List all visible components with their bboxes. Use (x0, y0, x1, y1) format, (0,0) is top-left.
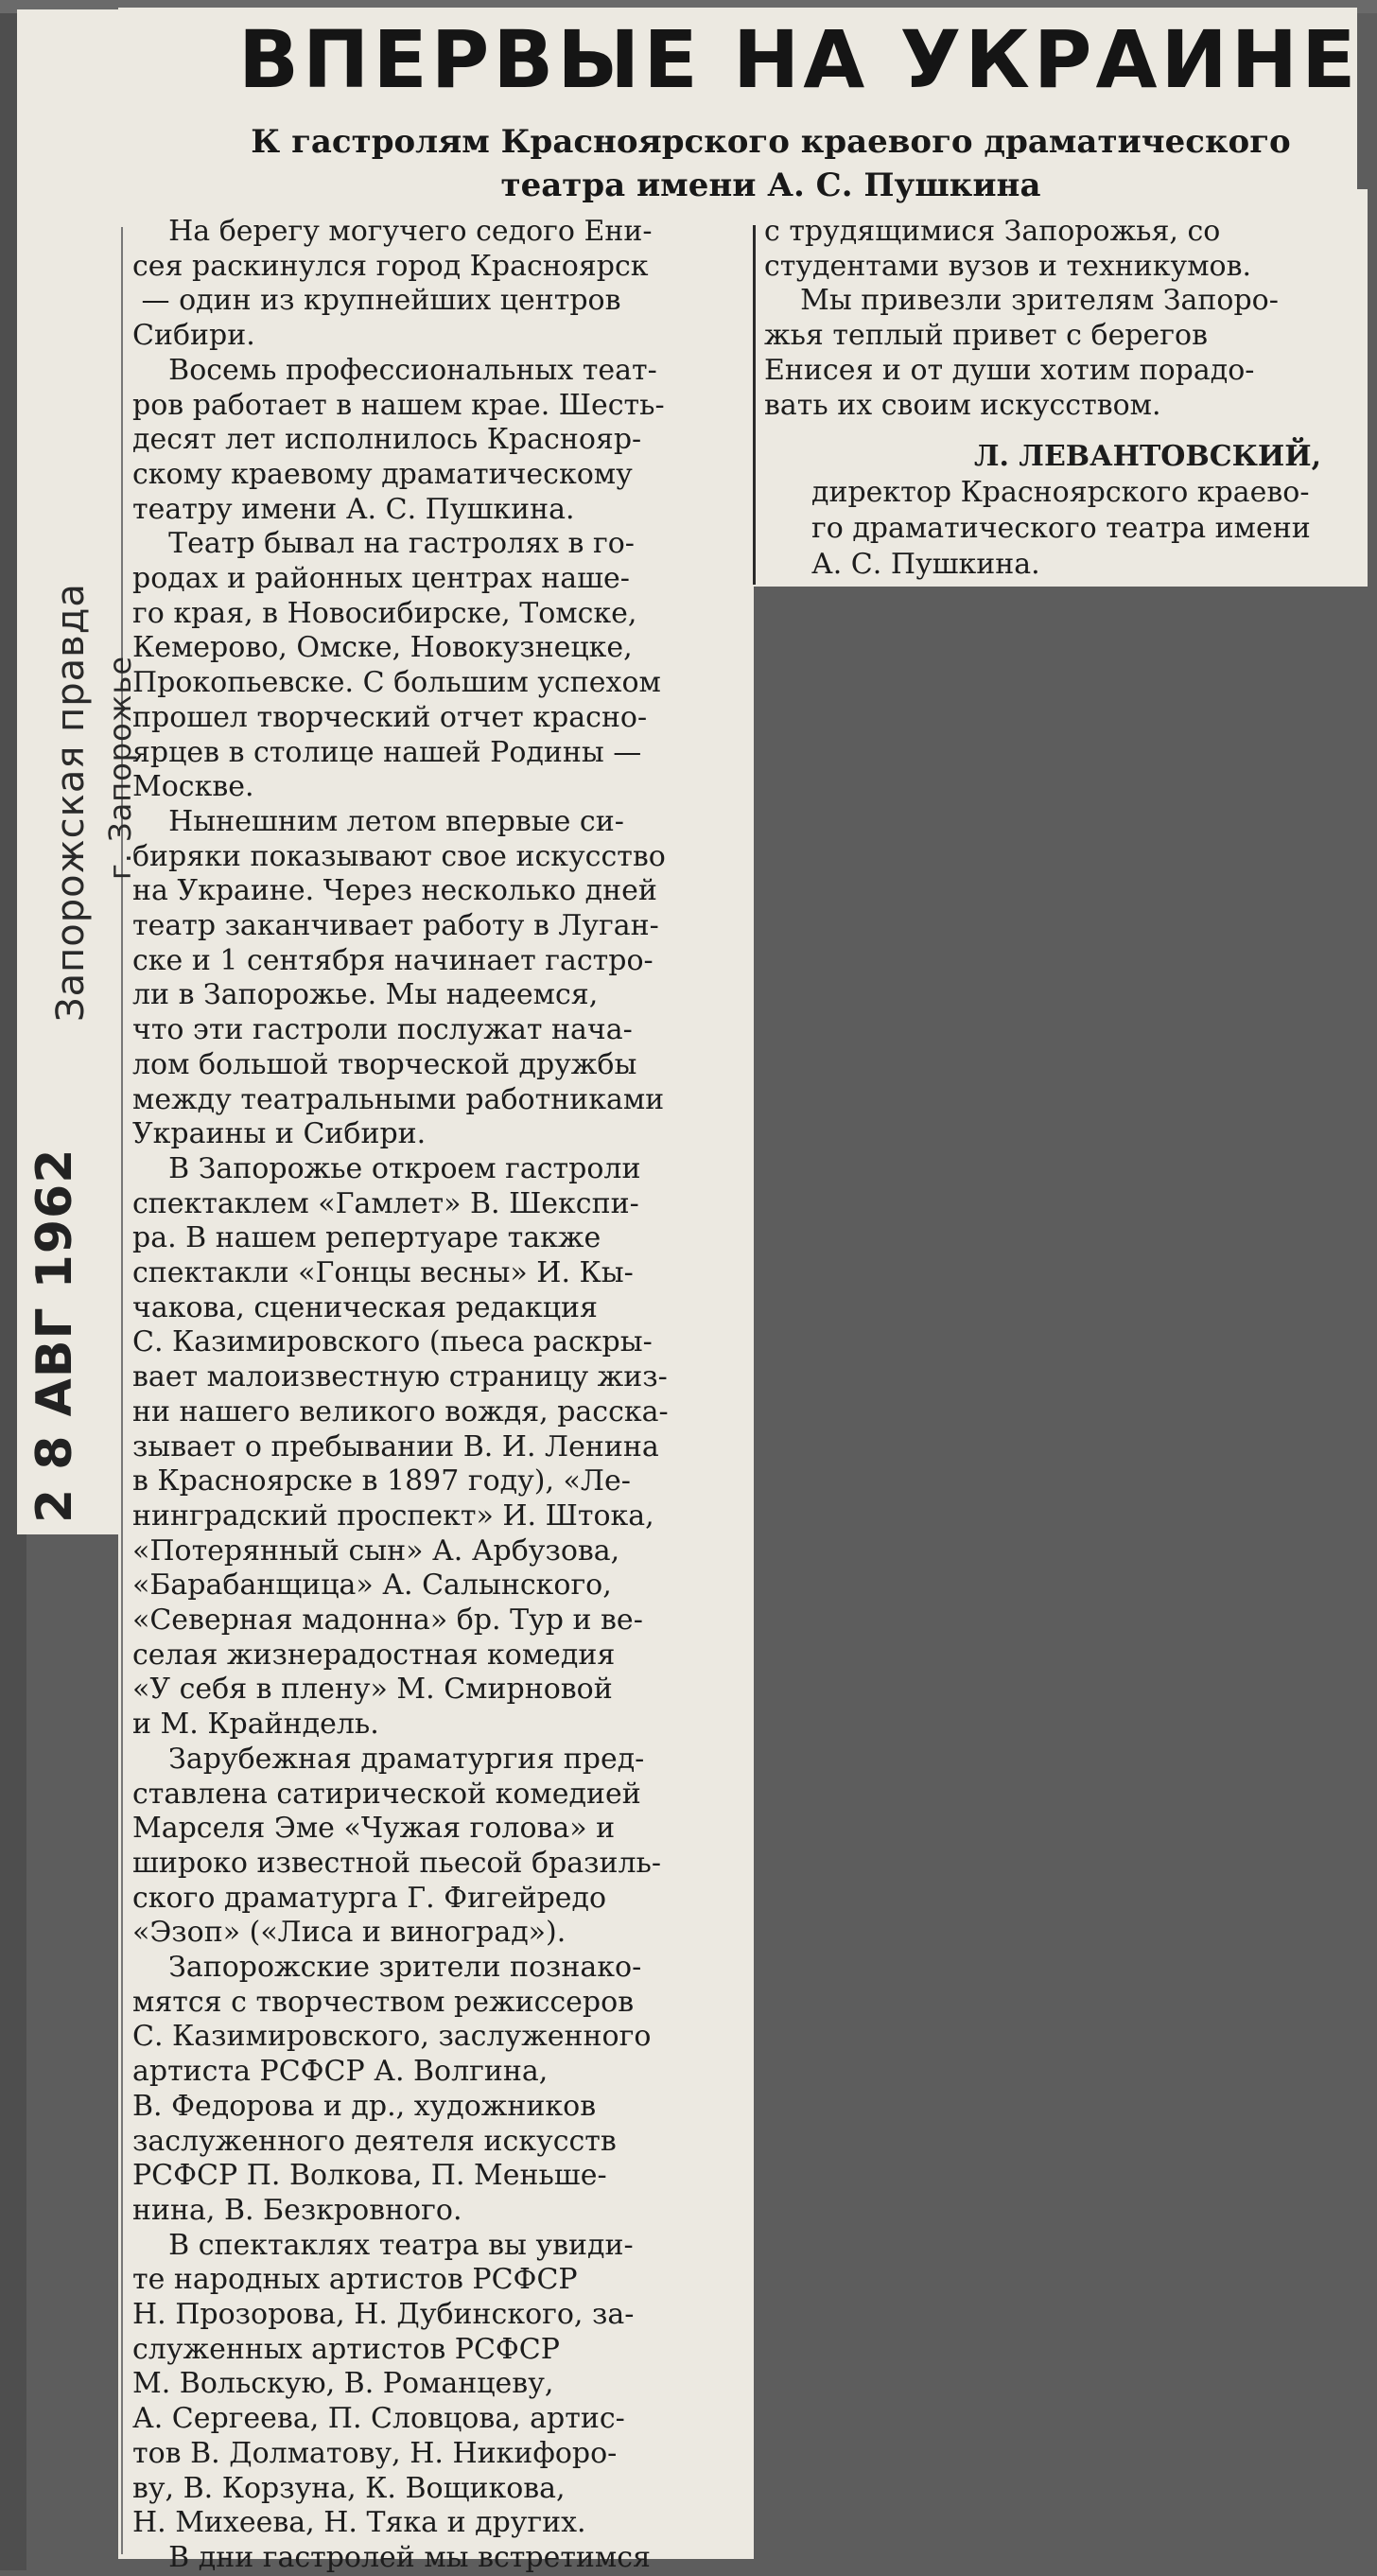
article-text-line: театру имени А. С. Пушкина. (132, 492, 575, 526)
article-text-line: На берегу могучего седого Ени- (132, 215, 653, 248)
article-text-line: В дни гастролей мы встретимся (132, 2540, 651, 2574)
article-text-line: те народных артистов РСФСР (132, 2263, 578, 2297)
article-text-line: Кемерово, Омске, Новокузнецке, (132, 631, 633, 665)
article-text-line: Прокопьевске. С большим успехом (132, 666, 661, 700)
article-text-line: Восемь профессиональных теат- (132, 353, 657, 387)
article-text-line: Зарубежная драматургия пред- (132, 1742, 645, 1776)
article-text-line: Москве. (132, 770, 254, 804)
margin-note-date-stamp: 2 8 АВГ 1962 (26, 1148, 83, 1523)
subheadline-line-1: К гастролям Красноярского краевого драматического (251, 123, 1291, 161)
article-text-line: Украины и Сибири. (132, 1117, 427, 1151)
article-text-line: спектаклем «Гамлет» В. Шекспи- (132, 1186, 639, 1220)
left-column-rule (121, 227, 123, 2554)
article-text-line: вать их своим искусством. (764, 388, 1161, 422)
article-text-line: «Эзоп» («Лиса и виноград»). (132, 1916, 566, 1950)
article-text-line: биряки показывают свое искусство (132, 839, 666, 873)
article-text-line: Енисея и от души хотим порадо- (764, 353, 1255, 387)
article-text-line: селая жизнерадостная комедия (132, 1638, 616, 1672)
article-text-line: С. Казимировского (пьеса раскры- (132, 1325, 653, 1359)
article-text-line: Запорожские зрители познако- (132, 1951, 642, 1984)
article-text-line: ске и 1 сентября начинает гастро- (132, 943, 654, 977)
signature-title-line: А. С. Пушкина. (811, 548, 1040, 581)
article-text-line: прошел творческий отчет красно- (132, 700, 648, 734)
article-text-line: ра. В нашем репертуаре также (132, 1221, 601, 1255)
article-text-line: ни нашего великого вождя, расска- (132, 1394, 669, 1428)
article-text-line: го края, в Новосибирске, Томске, (132, 596, 637, 630)
article-text-line: вает малоизвестную страницу жиз- (132, 1360, 668, 1394)
article-text-line: М. Вольскую, В. Романцеву, (132, 2367, 554, 2401)
column-divider (753, 225, 756, 585)
article-text-line: В. Федорова и др., художников (132, 2089, 597, 2123)
article-text-line: мятся с творчеством режиссеров (132, 1985, 635, 2019)
article-text-line: на Украине. Через несколько дней (132, 874, 657, 908)
article-text-line: скому краевому драматическому (132, 457, 633, 491)
article-text-line: зывает о пребывании В. И. Ленина (132, 1429, 659, 1463)
subheadline-line-2: театра имени А. С. Пушкина (500, 166, 1041, 204)
article-text-line: «Северная мадонна» бр. Тур и ве- (132, 1603, 643, 1637)
article-text-line: лом большой творческой дружбы (132, 1047, 637, 1081)
article-text-line: ского драматурга Г. Фигейредо (132, 1881, 607, 1915)
article-text-line: Марселя Эме «Чужая голова» и (132, 1812, 616, 1846)
article-text-line: ставлена сатирической комедией (132, 1777, 641, 1811)
article-text-line: РСФСР П. Волкова, П. Меньше- (132, 2159, 607, 2193)
article-text-line: служенных артистов РСФСР (132, 2332, 560, 2366)
article-text-line: спектакли «Гонцы весны» И. Кы- (132, 1256, 634, 1289)
article-text-line: жья теплый привет с берегов (764, 319, 1208, 353)
article-text-line: Нынешним летом впервые си- (132, 804, 624, 838)
article-text-line: артиста РСФСР А. Волгина, (132, 2055, 549, 2089)
article-text-line: «Потерянный сын» А. Арбузова, (132, 1533, 620, 1568)
article-text-line: ли в Запорожье. Мы надеемся, (132, 978, 599, 1012)
article-text-line: что эти гастроли послужат нача- (132, 1013, 633, 1047)
article-text-line: Н. Прозорова, Н. Дубинского, за- (132, 2298, 635, 2331)
article-text-line: в Красноярске в 1897 году), «Ле- (132, 1464, 631, 1498)
article-text-line: родах и районных центрах наше- (132, 562, 630, 595)
article-text-line: студентами вузов и техникумов. (764, 249, 1252, 283)
article-text-line: Н. Михеева, Н. Тяка и других. (132, 2506, 586, 2540)
article-text-line: ров работает в нашем крае. Шесть- (132, 388, 665, 422)
article-text-line: театр заканчивает работу в Луган- (132, 909, 659, 942)
article-text-line: В спектаклях театра вы увиди- (132, 2228, 634, 2262)
article-text-line: «Барабанщица» А. Салынского, (132, 1568, 612, 1603)
article-text-line: тов В. Долматову, Н. Никифоро- (132, 2436, 618, 2470)
article-text-line: между театральными работниками (132, 1082, 665, 1116)
article-text-line: нина, В. Безкровного. (132, 2193, 462, 2227)
signature-title-line: го драматического театра имени (811, 512, 1311, 545)
article-text-line: широко известной пьесой бразиль- (132, 1846, 661, 1880)
margin-note-newspaper: Запорожская правда (49, 583, 93, 1022)
signature-name: Л. ЛЕВАНТОВСКИЙ, (974, 440, 1322, 473)
article-text-line: В Запорожье откроем гастроли (132, 1151, 641, 1185)
article-text-line: — один из крупнейших центров (132, 284, 621, 318)
article-text-line: Сибири. (132, 319, 255, 353)
article-text-line: с трудящимися Запорожья, со (764, 215, 1221, 248)
article-text-line: заслуженного деятеля искусств (132, 2124, 617, 2158)
article-text-line: ярцев в столице нашей Родины — (132, 735, 642, 769)
headline: ВПЕРВЫЕ НА УКРАИНЕ (238, 13, 1360, 106)
article-text-line: Мы привезли зрителям Запоро- (764, 284, 1279, 318)
article-text-line: ву, В. Корзуна, К. Вощикова, (132, 2471, 566, 2505)
article-text-line: «У себя в плену» М. Смирновой (132, 1673, 613, 1707)
margin-note-city: г. Запорожье (102, 655, 138, 880)
article-text-line: чакова, сценическая редакция (132, 1290, 598, 1324)
article-text-line: десят лет исполнилось Краснояр- (132, 423, 642, 457)
signature-title-line: директор Красноярского краево- (811, 476, 1310, 509)
article-text-line: С. Казимировского, заслуженного (132, 2020, 652, 2054)
article-text-line: Театр бывал на гастролях в го- (132, 527, 635, 561)
article-text-line: сея раскинулся город Красноярск (132, 249, 649, 283)
article-text-line: нинградский проспект» И. Штока, (132, 1498, 654, 1533)
article-text-line: и М. Крайндель. (132, 1708, 379, 1742)
article-text-line: А. Сергеева, П. Словцова, артис- (132, 2402, 625, 2436)
